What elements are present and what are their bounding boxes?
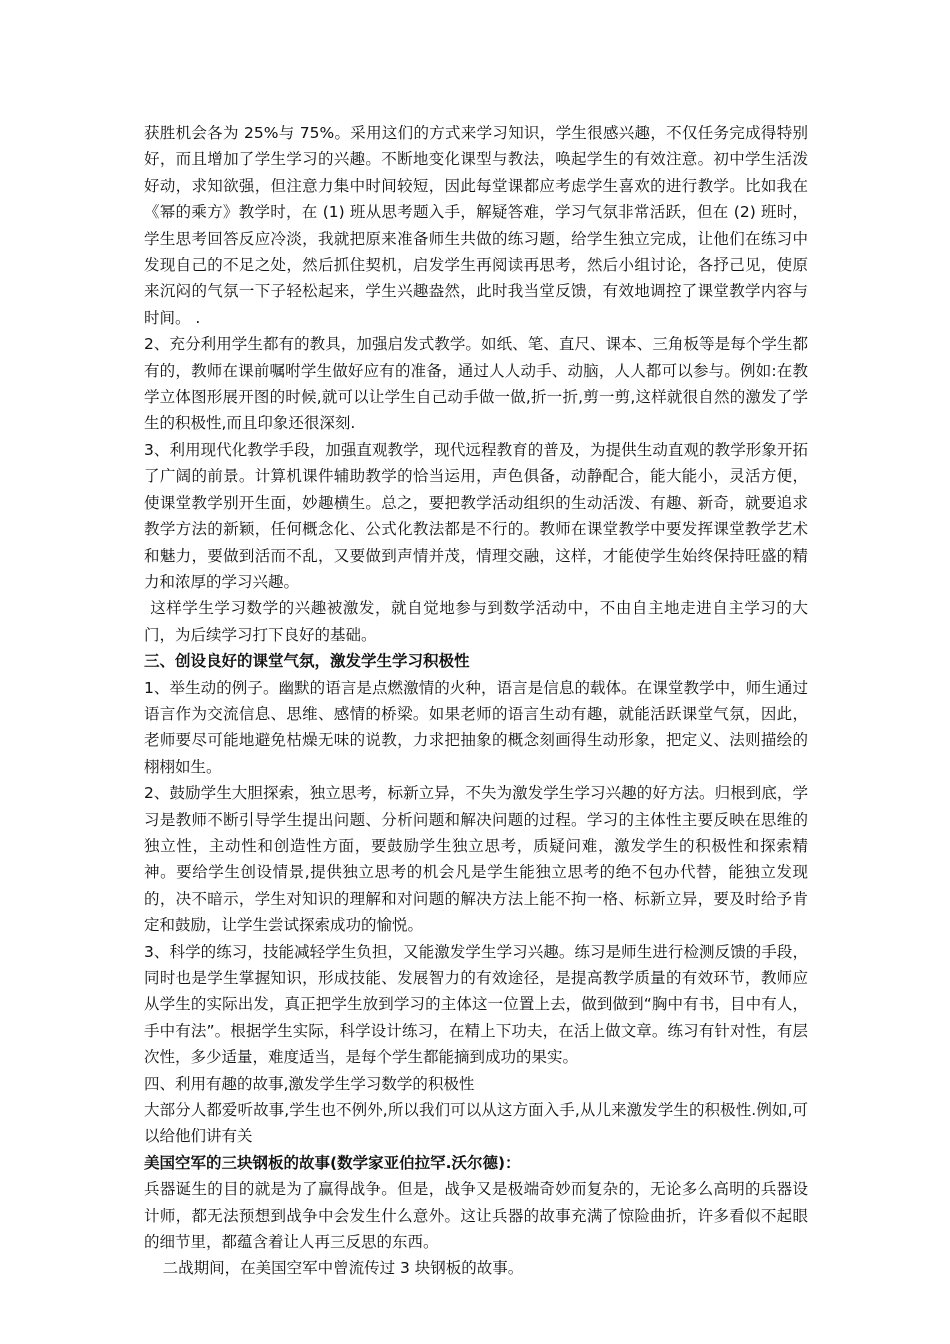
story-title: 美国空军的三块钢板的故事(数学家亚伯拉罕.沃尔德)： xyxy=(144,1153,521,1172)
paragraph-item-2-teaching-aids: 2、充分利用学生都有的教具，加强启发式教学。如纸、笔、直尺、课本、三角板等是每个学生都有的，教师在课前嘱咐学生做好应有的准备，通过人人动手、动脑，人人都可以参与。例如:在教学立体图形展开图的时候,就可以让学生自己动手做一做,折一折,剪一剪,这样就很自然的激发了学生的积极性,而且印象还很深刻. xyxy=(144,335,808,433)
paragraph-section3-item-3: 3、科学的练习，技能减轻学生负担，又能激发学生学习兴趣。练习是师生进行检测反馈的手段，同时也是学生掌握知识，形成技能、发展智力的有效途径，是提高教学质量的有效环节，教师应从学生的实际出发，真正把学生放到学习的主体这一位置上去，做到做到“胸中有书，目中有人，手中有法”。根据学生实际，科学设计练习，在精上下功夫，在活上做文章。练习有针对性，有层次性，多少适量，难度适当，是每个学生都能摘到成功的果实。 xyxy=(144,942,808,1067)
paragraph-section3-item-1: 1、举生动的例子。幽默的语言是点燃激情的火种，语言是信息的载体。在课堂教学中，师生通过语言作为交流信息、思维、感情的桥梁。如果老师的语言生动有趣，就能活跃课堂气氛，因此，老师要尽可能地避免枯燥无味的说教，力求把抽象的概念刻画得生动形象，把定义、法则描绘的栩栩如生。 xyxy=(144,678,808,776)
paragraph-intro-continued: 获胜机会各为 25%与 75%。采用这们的方式来学习知识，学生很感兴趣，不仅任务完成得特别好，而且增加了学生学习的兴趣。不断地变化课型与教法，唤起学生的有效注意。初中学生活泼好动，求知欲强，但注意力集中时间较短，因此每堂课都应考虑学生喜欢的进行教学。比如我在《幂的乘方》教学时，在 (1) 班从思考题入手，解疑答难，学习气氛非常活跃，但在 (2) 班时，学生思考回答反应冷淡，我就把原来准备师生共做的练习题，给学生独立完成，让他们在练习中发现自己的不足之处，然后抓住契机，启发学生再阅读再思考，然后小组讨论，各抒己见，使原来沉闷的气氛一下子轻松起来，学生兴趣盎然，此时我当堂反馈，有效地调控了课堂教学内容与时间。 . xyxy=(144,124,808,327)
paragraph-item-3-modern-teaching: 3、利用现代化教学手段，加强直观教学，现代远程教育的普及，为提供生动直观的教学形象开拓了广阔的前景。计算机课件辅助教学的恰当运用，声色俱备，动静配合，能大能小，灵活方便，使课堂教学别开生面，妙趣横生。总之，要把教学活动组织的生动活泼、有趣、新奇，就要追求教学方法的新颖，任何概念化、公式化教法都是不行的。教师在课堂教学中要发挥课堂教学艺术和魅力，要做到活而不乱，又要做到声情并茂，情理交融，这样，才能使学生始终保持旺盛的精力和浓厚的学习兴趣。 xyxy=(144,440,808,591)
paragraph-section4-intro: 大部分人都爱听故事,学生也不例外,所以我们可以从这方面入手,从儿来激发学生的积极性.例如,可以给他们讲有关 xyxy=(144,1101,808,1146)
document-body xyxy=(144,120,808,1282)
section-heading-4: 四、利用有趣的故事,激发学生学习数学的积极性 xyxy=(144,1074,475,1093)
section-heading-3: 三、创设良好的课堂气氛，激发学生学习积极性 xyxy=(144,652,470,671)
paragraph-section3-item-2: 2、鼓励学生大胆探索，独立思考，标新立异，不失为激发学生学习兴趣的好方法。归根到底，学习是教师不断引导学生提出问题、分析问题和解决问题的过程。学习的主体性主要反映在思维的独立性，主动性和创造性方面，要鼓励学生独立思考，质疑问难，激发学生的积极性和探索精神。要给学生创设情景,提供独立思考的机会凡是学生能独立思考的绝不包办代替，能独立发现的，决不暗示，学生对知识的理解和对问题的解决方法上能不拘一格、标新立异，要及时给予肯定和鼓励，让学生尝试探索成功的愉悦。 xyxy=(144,784,808,935)
paragraph-story-1: 兵器诞生的目的就是为了赢得战争。但是，战争又是极端奇妙而复杂的，无论多么高明的兵器设计师，都无法预想到战争中会发生什么意外。这让兵器的故事充满了惊险曲折，许多看似不起眼的细节里，都蕴含着让人再三反思的东西。 xyxy=(144,1180,808,1252)
paragraph-story-2: 二战期间，在美国空军中曾流传过 3 块钢板的故事。 xyxy=(162,1259,524,1278)
paragraph-summary: 这样学生学习数学的兴趣被激发，就自觉地参与到数学活动中，不由自主地走进自主学习的大门，为后续学习打下良好的基础。 xyxy=(144,599,808,644)
